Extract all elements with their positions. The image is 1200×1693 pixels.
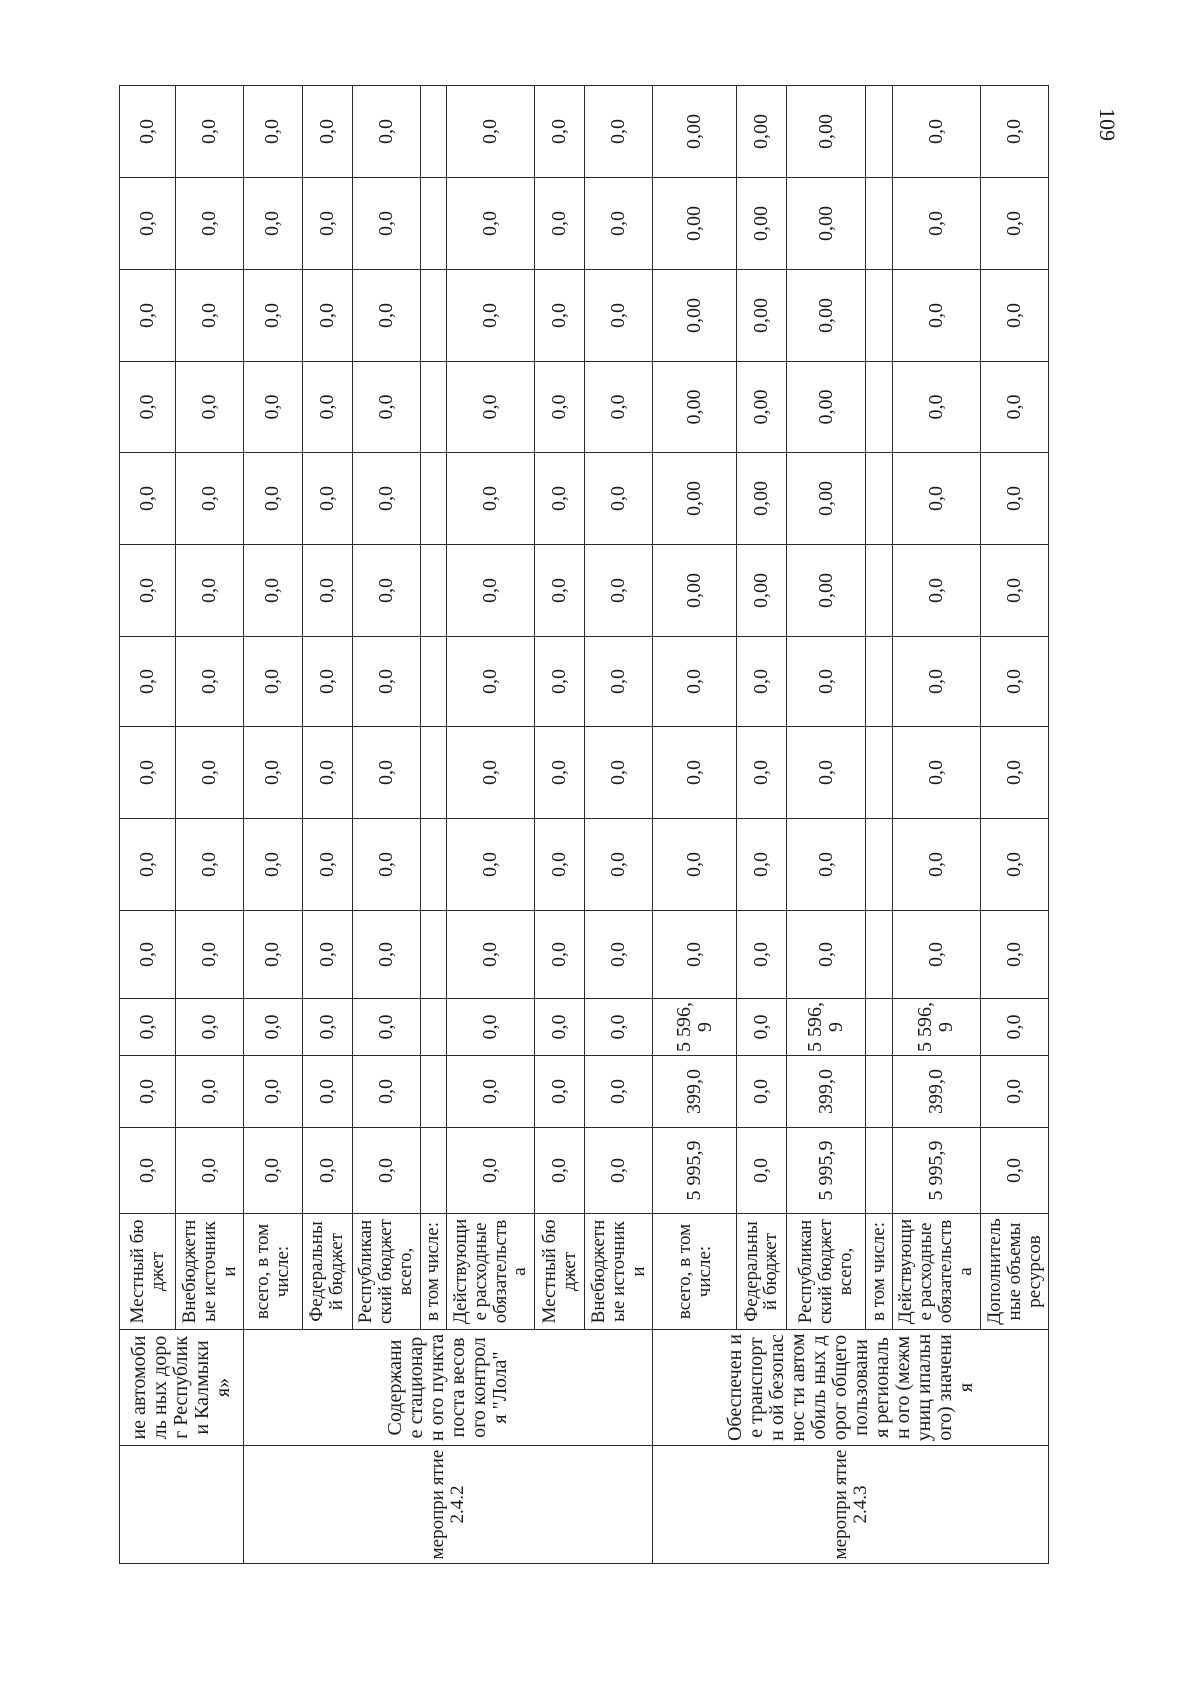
value-cell: 0,0 [892,178,981,270]
table-row [244,86,303,1564]
value-cell: 0,0 [244,453,303,545]
value-cell: 0,0 [176,1056,244,1128]
value-cell: 0,0 [302,270,352,362]
value-cell: 0,0 [535,1128,585,1214]
value-cell: 0,0 [120,1128,176,1214]
value-cell: 0,0 [585,819,653,911]
value-cell: 0,0 [535,911,585,999]
value-cell: 0,0 [446,362,535,453]
value-cell: 0,0 [120,178,176,270]
value-cell: 0,0 [352,270,420,362]
value-cell: 5 995,9 [892,1128,981,1214]
value-cell: 0,0 [302,453,352,545]
value-cell: 0,0 [446,178,535,270]
value-cell: 0,0 [244,1056,303,1128]
value-cell: 0,0 [535,270,585,362]
value-cell: 0,0 [302,545,352,637]
value-cell: 0,0 [176,362,244,453]
value-cell: 0,0 [892,637,981,727]
value-cell: 0,0 [120,727,176,819]
value-cell: 5 995,9 [787,1128,866,1214]
value-cell: 0,0 [892,86,981,178]
value-cell [420,362,446,453]
value-cell [420,453,446,545]
value-cell: 0,00 [653,178,737,270]
value-cell: 0,0 [352,545,420,637]
value-cell: 0,0 [585,727,653,819]
value-cell: 0,0 [244,270,303,362]
value-cell: 0,0 [535,999,585,1056]
value-cell: 0,0 [585,545,653,637]
value-cell: 0,00 [787,545,866,637]
value-cell: 0,0 [981,545,1049,637]
value-cell: 0,0 [736,727,786,819]
value-cell: 0,0 [653,637,737,727]
value-cell: 0,0 [302,178,352,270]
value-cell: 0,0 [535,727,585,819]
value-cell: 0,0 [302,819,352,911]
value-cell: 0,0 [176,270,244,362]
value-cell: 0,0 [892,362,981,453]
funding-source-cell: Местный бюджет [535,1214,585,1330]
value-cell: 0,0 [787,819,866,911]
value-cell: 5 995,9 [653,1128,737,1214]
value-cell: 0,0 [981,637,1049,727]
value-cell: 0,00 [736,453,786,545]
value-cell: 5 596,9 [653,999,737,1056]
value-cell: 0,0 [892,727,981,819]
value-cell: 0,0 [736,637,786,727]
value-cell [866,1128,892,1214]
rotated-table-wrapper [119,94,1049,1564]
value-cell: 0,0 [585,453,653,545]
funding-source-cell: Федеральный бюджет [302,1214,352,1330]
value-cell [420,1056,446,1128]
value-cell: 0,0 [176,819,244,911]
measure-name-cell: Обеспечен ие транспортн ой безопаснос ти автомобиль ных дорог общего пользовани я региональн ого (межмуниц ипального) значения [653,1330,1049,1446]
value-cell: 0,0 [446,637,535,727]
value-cell: 0,00 [653,86,737,178]
value-cell: 0,0 [244,545,303,637]
value-cell [420,178,446,270]
value-cell: 0,0 [585,270,653,362]
value-cell: 0,0 [244,86,303,178]
value-cell: 0,00 [736,178,786,270]
value-cell: 0,0 [176,999,244,1056]
value-cell: 0,0 [120,362,176,453]
value-cell: 0,0 [653,819,737,911]
value-cell: 0,00 [787,362,866,453]
value-cell: 0,0 [244,1128,303,1214]
value-cell: 0,0 [736,999,786,1056]
value-cell: 0,0 [244,178,303,270]
value-cell: 0,00 [787,86,866,178]
value-cell: 0,0 [446,1056,535,1128]
value-cell: 0,00 [787,178,866,270]
value-cell [866,911,892,999]
value-cell: 0,0 [446,545,535,637]
value-cell: 0,0 [535,362,585,453]
value-cell: 0,0 [120,819,176,911]
value-cell: 0,0 [981,453,1049,545]
value-cell: 0,0 [981,819,1049,911]
value-cell: 0,0 [585,1128,653,1214]
value-cell: 0,0 [653,727,737,819]
value-cell: 0,0 [892,911,981,999]
value-cell: 0,0 [120,545,176,637]
value-cell [420,911,446,999]
value-cell: 0,0 [446,270,535,362]
value-cell: 0,0 [176,178,244,270]
value-cell [866,999,892,1056]
value-cell: 0,0 [585,86,653,178]
value-cell [866,1056,892,1128]
value-cell [420,1128,446,1214]
value-cell: 0,0 [176,911,244,999]
value-cell: 0,0 [892,545,981,637]
value-cell: 0,0 [120,1056,176,1128]
value-cell: 0,00 [736,362,786,453]
table-body [120,86,1049,1564]
value-cell: 0,0 [446,727,535,819]
value-cell: 0,0 [981,999,1049,1056]
value-cell: 0,0 [981,1128,1049,1214]
value-cell: 0,0 [446,86,535,178]
value-cell: 0,0 [446,999,535,1056]
value-cell: 0,0 [535,178,585,270]
value-cell: 0,0 [244,911,303,999]
value-cell: 0,0 [585,637,653,727]
funding-source-cell: Действующи е расходные обязательств а [892,1214,981,1330]
value-cell: 0,00 [653,545,737,637]
value-cell: 0,0 [981,1056,1049,1128]
value-cell: 0,0 [736,1056,786,1128]
value-cell [420,727,446,819]
value-cell: 0,0 [446,453,535,545]
value-cell: 399,0 [892,1056,981,1128]
value-cell [420,637,446,727]
funding-source-cell: Внебюджетн ые источники [176,1214,244,1330]
value-cell: 0,0 [302,911,352,999]
value-cell: 0,0 [535,453,585,545]
value-cell: 0,0 [244,999,303,1056]
value-cell: 0,0 [981,86,1049,178]
value-cell: 0,0 [446,1128,535,1214]
value-cell: 0,0 [535,545,585,637]
value-cell: 0,0 [535,1056,585,1128]
funding-source-cell: всего, в том числе: [653,1214,737,1330]
value-cell: 0,0 [302,727,352,819]
funding-source-cell: Республикан ский бюджет всего, [352,1214,420,1330]
value-cell: 0,0 [176,1128,244,1214]
funding-source-cell: Федеральный бюджет [736,1214,786,1330]
measure-number-cell: меропри ятие 2.4.2 [244,1446,653,1564]
value-cell: 0,00 [736,270,786,362]
value-cell: 0,0 [736,1128,786,1214]
measure-number-cell: меропри ятие 2.4.3 [653,1446,1049,1564]
value-cell: 0,0 [176,545,244,637]
value-cell: 0,00 [787,270,866,362]
value-cell: 0,0 [302,362,352,453]
value-cell: 0,0 [120,911,176,999]
value-cell [420,999,446,1056]
table-row [653,86,737,1564]
value-cell: 0,0 [302,999,352,1056]
value-cell: 0,0 [981,727,1049,819]
value-cell [866,86,892,178]
value-cell [866,362,892,453]
value-cell: 0,0 [302,637,352,727]
value-cell: 0,0 [585,999,653,1056]
value-cell: 0,0 [787,727,866,819]
value-cell: 0,0 [352,999,420,1056]
value-cell: 0,0 [653,911,737,999]
value-cell [420,86,446,178]
value-cell: 0,0 [120,637,176,727]
value-cell: 0,0 [352,1128,420,1214]
value-cell: 0,0 [352,362,420,453]
value-cell: 0,0 [120,999,176,1056]
value-cell: 0,0 [352,727,420,819]
value-cell: 0,0 [981,911,1049,999]
value-cell [866,727,892,819]
value-cell: 0,0 [244,819,303,911]
value-cell: 0,0 [176,453,244,545]
funding-source-cell: Действующи е расходные обязательств а [446,1214,535,1330]
value-cell: 0,0 [120,270,176,362]
value-cell [866,545,892,637]
value-cell: 0,0 [176,86,244,178]
value-cell: 0,0 [585,362,653,453]
value-cell: 0,0 [352,911,420,999]
value-cell: 0,0 [535,86,585,178]
value-cell: 0,00 [653,362,737,453]
value-cell: 0,0 [892,819,981,911]
value-cell: 0,0 [446,911,535,999]
value-cell: 0,0 [787,637,866,727]
value-cell [420,270,446,362]
value-cell: 0,0 [120,86,176,178]
measure-name-cell: ие автомобиль ных дорог Республики Калмыкия» [120,1330,244,1446]
value-cell: 399,0 [653,1056,737,1128]
value-cell: 0,0 [244,637,303,727]
value-cell: 0,0 [352,637,420,727]
value-cell: 0,0 [302,1056,352,1128]
funding-source-cell: Дополнитель ные объемы ресурсов [981,1214,1049,1330]
value-cell: 0,00 [736,86,786,178]
value-cell: 0,0 [352,819,420,911]
value-cell: 0,00 [787,453,866,545]
value-cell: 0,0 [892,270,981,362]
value-cell: 5 596,9 [892,999,981,1056]
value-cell [866,178,892,270]
funding-source-cell: в том числе: [420,1214,446,1330]
value-cell [866,270,892,362]
funding-source-cell: всего, в том числе: [244,1214,303,1330]
value-cell: 0,0 [352,178,420,270]
value-cell: 0,0 [352,1056,420,1128]
value-cell: 0,0 [176,727,244,819]
value-cell [866,819,892,911]
value-cell: 0,0 [244,362,303,453]
value-cell: 0,0 [244,727,303,819]
measure-number-cell [120,1446,244,1564]
measure-name-cell: Содержани е стационарн ого пункта поста весового контроля "Лола" [244,1330,653,1446]
value-cell: 0,0 [535,819,585,911]
value-cell: 0,0 [585,178,653,270]
value-cell: 0,0 [981,178,1049,270]
value-cell [420,819,446,911]
value-cell: 0,0 [892,453,981,545]
value-cell: 0,00 [653,270,737,362]
value-cell: 0,0 [446,819,535,911]
table-row [120,86,176,1564]
value-cell: 399,0 [787,1056,866,1128]
funding-source-cell: Республикан ский бюджет всего, [787,1214,866,1330]
value-cell: 0,00 [736,545,786,637]
value-cell: 0,0 [352,86,420,178]
value-cell: 0,0 [302,86,352,178]
value-cell [420,545,446,637]
funding-source-cell: Местный бюджет [120,1214,176,1330]
value-cell: 0,0 [787,911,866,999]
value-cell: 0,0 [585,1056,653,1128]
value-cell [866,637,892,727]
value-cell: 0,0 [120,453,176,545]
page-number: 109 [1095,108,1120,141]
value-cell: 0,0 [736,819,786,911]
value-cell: 0,0 [176,637,244,727]
value-cell: 5 596,9 [787,999,866,1056]
value-cell: 0,00 [653,453,737,545]
value-cell: 0,0 [981,270,1049,362]
value-cell: 0,0 [585,911,653,999]
value-cell: 0,0 [535,637,585,727]
value-cell: 0,0 [352,453,420,545]
value-cell: 0,0 [302,1128,352,1214]
value-cell: 0,0 [981,362,1049,453]
funding-source-cell: в том числе: [866,1214,892,1330]
value-cell [866,453,892,545]
funding-source-cell: Внебюджетн ые источники [585,1214,653,1330]
budget-table [119,85,1049,1564]
value-cell: 0,0 [736,911,786,999]
